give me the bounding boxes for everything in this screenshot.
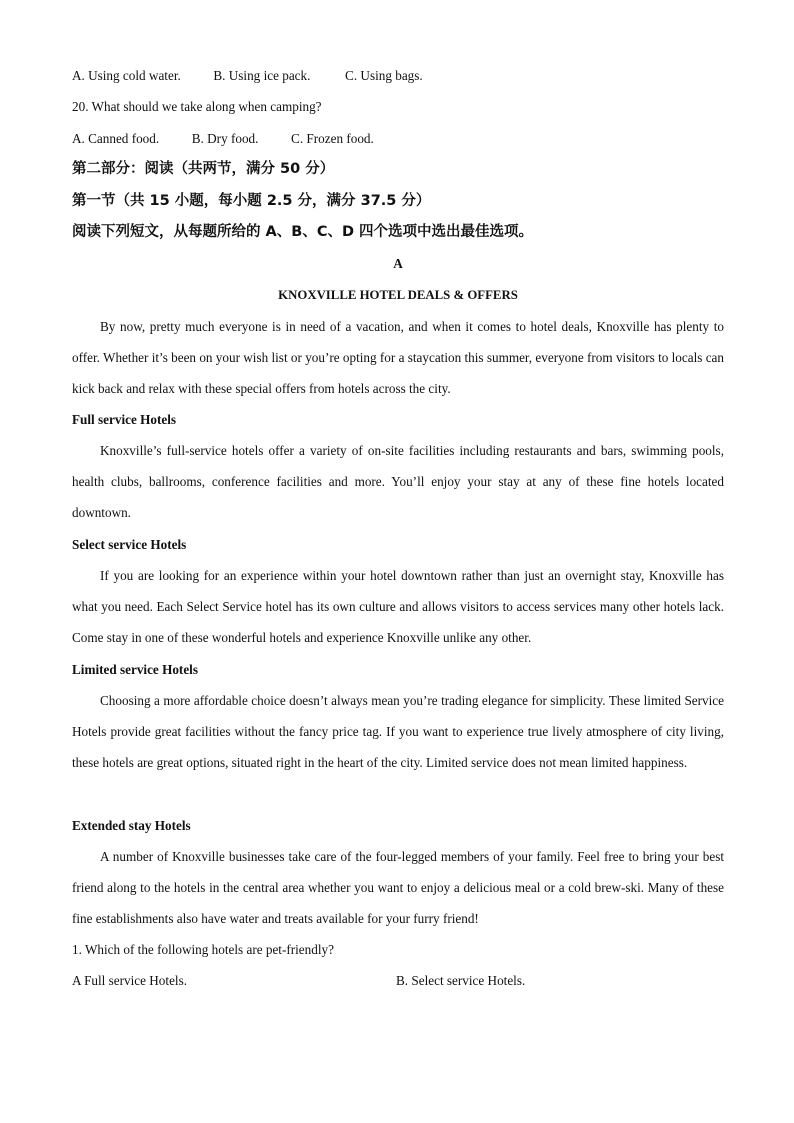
section-text-select-service: If you are looking for an experience within your hotel downtown rather than just an overnight stay, Knoxville has what you need. Each Select Service hotel has its own culture and allows visitors to access services many other hotels lack. Come stay in one of these wonderful hotels and experience Knoxville unlike any other.: [72, 568, 724, 646]
intro-paragraph: By now, pretty much everyone is in need of a vacation, and when it comes to hotel deals, Knoxville has plenty to offer. Whether it’s been on your wish list or you’re opting for a staycation this summer, everyone from visitors to locals can kick back and relax with these special offers from hotels across the city.: [72, 319, 724, 397]
q20-options: [72, 131, 374, 147]
part2-heading: 第二部分：阅读（共两节，满分 50 分）: [72, 161, 335, 177]
section-heading-select-service: Select service Hotels: [72, 537, 187, 552]
passage-title: KNOXVILLE HOTEL DEALS & OFFERS: [278, 288, 518, 302]
q20-question: 20. What should we take along when camping?: [72, 99, 322, 114]
section-heading-limited-service: Limited service Hotels: [72, 662, 198, 677]
section-heading-full-service: Full service Hotels: [72, 412, 177, 427]
q1-option-b: B. Select service Hotels.: [396, 973, 526, 988]
passage-letter: A: [393, 256, 403, 271]
section-text-full-service: Knoxville’s full-service hotels offer a variety of on-site facilities including restaurants and bars, swimming pools, health clubs, ballrooms, conference facilities and more. You’ll enjoy your stay at any of these fine hotels located downtown.: [72, 443, 724, 521]
q20-option-c: C. Frozen food.: [291, 131, 374, 146]
q1-question: 1. Which of the following hotels are pet-friendly?: [72, 942, 334, 957]
section-text-extended-stay: A number of Knoxville businesses take care of the four-legged members of your family. Feel free to bring your best friend along to the hotels in the central area whether you want to enjoy a delicious meal or a cold brew-ski. Many of these fine establishments also have water and treats available for your furry friend!: [72, 849, 724, 927]
q19-options: [72, 68, 423, 84]
q19-option-c: C. Using bags.: [345, 68, 423, 83]
q20-option-a: A. Canned food.: [72, 131, 160, 146]
section-text-limited-service: Choosing a more affordable choice doesn’t always mean you’re trading elegance for simplicity. These limited Service Hotels provide great facilities without the fancy price tag. If you want to experience true lively atmosphere of city living, these hotels are great options, situated right in the heart of the city. Limited service does not mean limited happiness.: [72, 693, 724, 771]
q20-option-b: B. Dry food.: [191, 131, 259, 146]
section-heading-extended-stay: Extended stay Hotels: [72, 818, 191, 833]
section1-heading: 第一节（共 15 小题，每小题 2.5 分，满分 37.5 分）: [72, 193, 431, 209]
instructions: 阅读下列短文，从每题所给的 A、B、C、D 四个选项中选出最佳选项。: [72, 224, 534, 240]
q19-option-b: B. Using ice pack.: [213, 68, 311, 83]
q19-option-a: A. Using cold water.: [72, 68, 181, 83]
q1-option-a: A Full service Hotels.: [72, 973, 188, 988]
